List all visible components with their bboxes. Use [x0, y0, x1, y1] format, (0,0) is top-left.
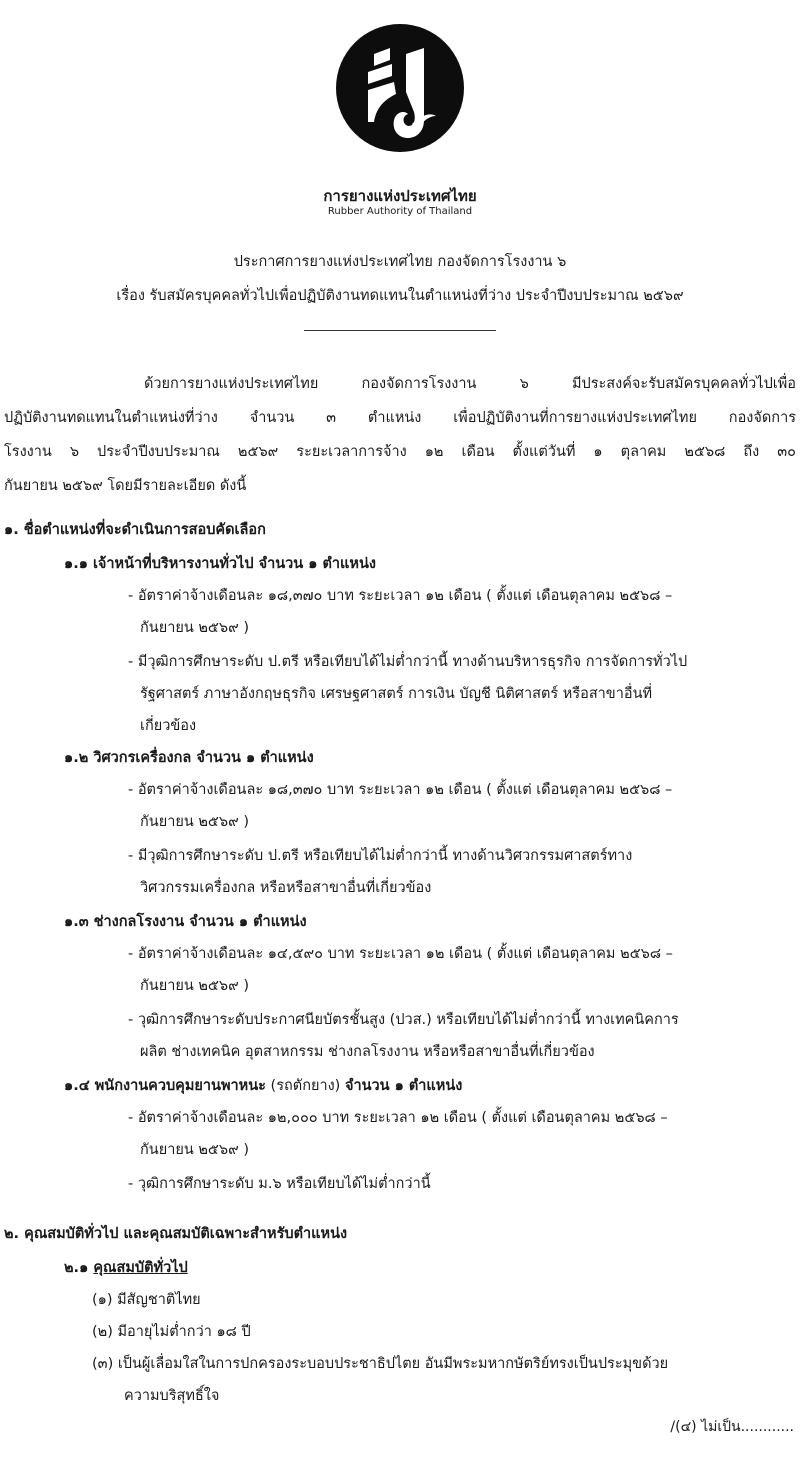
position-1-2-education: - มีวุฒิการศึกษาระดับ ป.ตรี หรือเทียบได้ไม่ต่ำกว่านี้ ทางด้านวิศวกรรมศาสตร์ทาง	[128, 848, 633, 864]
continued-marker: /(๔) ไม่เป็น............	[670, 1419, 794, 1435]
position-1-2-title: ๑.๒ วิศวกรเครื่องกล จำนวน ๑ ตำแหน่ง	[64, 750, 314, 766]
intro-line-4: กันยายน ๒๕๖๙ โดยมีรายละเอียด ดังนี้	[4, 478, 247, 494]
section-1-heading: ๑. ชื่อตำแหน่งที่จะดำเนินการสอบคัดเลือก	[4, 522, 266, 538]
section-2-1-title	[64, 1256, 188, 1279]
section-2-1-number: ๒.๑	[64, 1260, 94, 1276]
position-1-3-education-cont: ผลิต ช่างเทคนิค อุตสาหกรรม ช่างกลโรงงาน หรือหรือสาขาอื่นที่เกี่ยวข้อง	[140, 1044, 595, 1060]
position-1-1-education-cont: รัฐศาสตร์ ภาษาอังกฤษธุรกิจ เศรษฐศาสตร์ การเงิน บัญชี นิติศาสตร์ หรือสาขาอื่นที่	[140, 686, 653, 702]
position-1-4-wage-cont: กันยายน ๒๕๖๙ )	[140, 1142, 249, 1158]
position-1-1-wage-cont: กันยายน ๒๕๖๙ )	[140, 620, 249, 636]
organization-name-english: Rubber Authority of Thailand	[327, 206, 473, 217]
position-1-4-title-count: จำนวน ๑ ตำแหน่ง	[344, 1078, 463, 1094]
position-1-4-title-note: (รถตักยาง)	[265, 1078, 345, 1094]
position-1-3-wage-cont: กันยายน ๒๕๖๙ )	[140, 978, 249, 994]
announcement-title: ประกาศการยางแห่งประเทศไทย กองจัดการโรงงาน ๖	[233, 254, 567, 270]
qualification-2: (๒) มีอายุไม่ต่ำกว่า ๑๘ ปี	[92, 1324, 251, 1340]
intro-line-2: ปฏิบัติงานทดแทนในตำแหน่งที่ว่าง จำนวน ๓ ตำแหน่ง เพื่อปฏิบัติงานที่การยางแห่งประเทศไทย กองจัดการ	[4, 410, 796, 426]
position-1-3-wage: - อัตราค่าจ้างเดือนละ ๑๔,๕๙๐ บาท ระยะเวลา ๑๒ เดือน ( ตั้งแต่ เดือนตุลาคม ๒๕๖๘ –	[128, 946, 673, 962]
position-1-4-education: - วุฒิการศึกษาระดับ ม.๖ หรือเทียบได้ไม่ต่ำกว่านี้	[128, 1176, 431, 1192]
section-2-1-label: คุณสมบัติทั่วไป	[93, 1260, 188, 1276]
intro-line-3: โรงงาน ๖ ประจำปีงบประมาณ ๒๕๖๙ ระยะเวลาการจ้าง ๑๒ เดือน ตั้งแต่วันที่ ๑ ตุลาคม ๒๕๖๘ ถึง ๓๐	[4, 444, 796, 460]
position-1-1-education-cont-2: เกี่ยวข้อง	[140, 718, 197, 734]
position-1-1-education: - มีวุฒิการศึกษาระดับ ป.ตรี หรือเทียบได้ไม่ต่ำกว่านี้ ทางด้านบริหารธุรกิจ การจัดการทั่วไป	[128, 654, 688, 670]
position-1-1-wage: - อัตราค่าจ้างเดือนละ ๑๘,๓๗๐ บาท ระยะเวลา ๑๒ เดือน ( ตั้งแต่ เดือนตุลาคม ๒๕๖๘ –	[128, 588, 673, 604]
title-divider	[304, 330, 496, 331]
position-1-2-wage: - อัตราค่าจ้างเดือนละ ๑๘,๓๗๐ บาท ระยะเวลา ๑๒ เดือน ( ตั้งแต่ เดือนตุลาคม ๒๕๖๘ –	[128, 782, 673, 798]
organization-name-thai: การยางแห่งประเทศไทย	[323, 187, 477, 205]
position-1-4-wage: - อัตราค่าจ้างเดือนละ ๑๒,๐๐๐ บาท ระยะเวลา ๑๒ เดือน ( ตั้งแต่ เดือนตุลาคม ๒๕๖๘ –	[128, 1110, 668, 1126]
position-1-4-title	[64, 1074, 462, 1097]
position-1-2-wage-cont: กันยายน ๒๕๖๙ )	[140, 814, 249, 830]
position-1-3-education: - วุฒิการศึกษาระดับประกาศนียบัตรชั้นสูง (ปวส.) หรือเทียบได้ไม่ต่ำกว่านี้ ทางเทคนิคการ	[128, 1012, 679, 1028]
position-1-2-education-cont: วิศวกรรมเครื่องกล หรือหรือสาขาอื่นที่เกี่ยวข้อง	[140, 880, 432, 896]
position-1-3-title: ๑.๓ ช่างกลโรงงาน จำนวน ๑ ตำแหน่ง	[64, 914, 307, 930]
rubber-authority-logo-icon	[332, 20, 468, 186]
qualification-1: (๑) มีสัญชาติไทย	[92, 1292, 201, 1308]
announcement-subject: เรื่อง รับสมัครบุคคลทั่วไปเพื่อปฏิบัติงานทดแทนในตำแหน่งที่ว่าง ประจำปีงบประมาณ ๒๕๖๙	[116, 288, 684, 304]
intro-line-1: ด้วยการยางแห่งประเทศไทย กองจัดการโรงงาน ๖ มีประสงค์จะรับสมัครบุคคลทั่วไปเพื่อ	[144, 376, 796, 392]
qualification-3: (๓) เป็นผู้เลื่อมใสในการปกครองระบอบประชาธิปไตย อันมีพระมหากษัตริย์ทรงเป็นประมุขด้วย	[92, 1356, 669, 1372]
position-1-4-title-name: ๑.๔ พนักงานควบคุมยานพาหนะ	[64, 1078, 266, 1094]
qualification-3-cont: ความบริสุทธิ์ใจ	[124, 1388, 220, 1404]
section-2-heading: ๒. คุณสมบัติทั่วไป และคุณสมบัติเฉพาะสำหรับตำแหน่ง	[4, 1226, 348, 1242]
position-1-1-title: ๑.๑ เจ้าหน้าที่บริหารงานทั่วไป จำนวน ๑ ตำแหน่ง	[64, 556, 376, 572]
